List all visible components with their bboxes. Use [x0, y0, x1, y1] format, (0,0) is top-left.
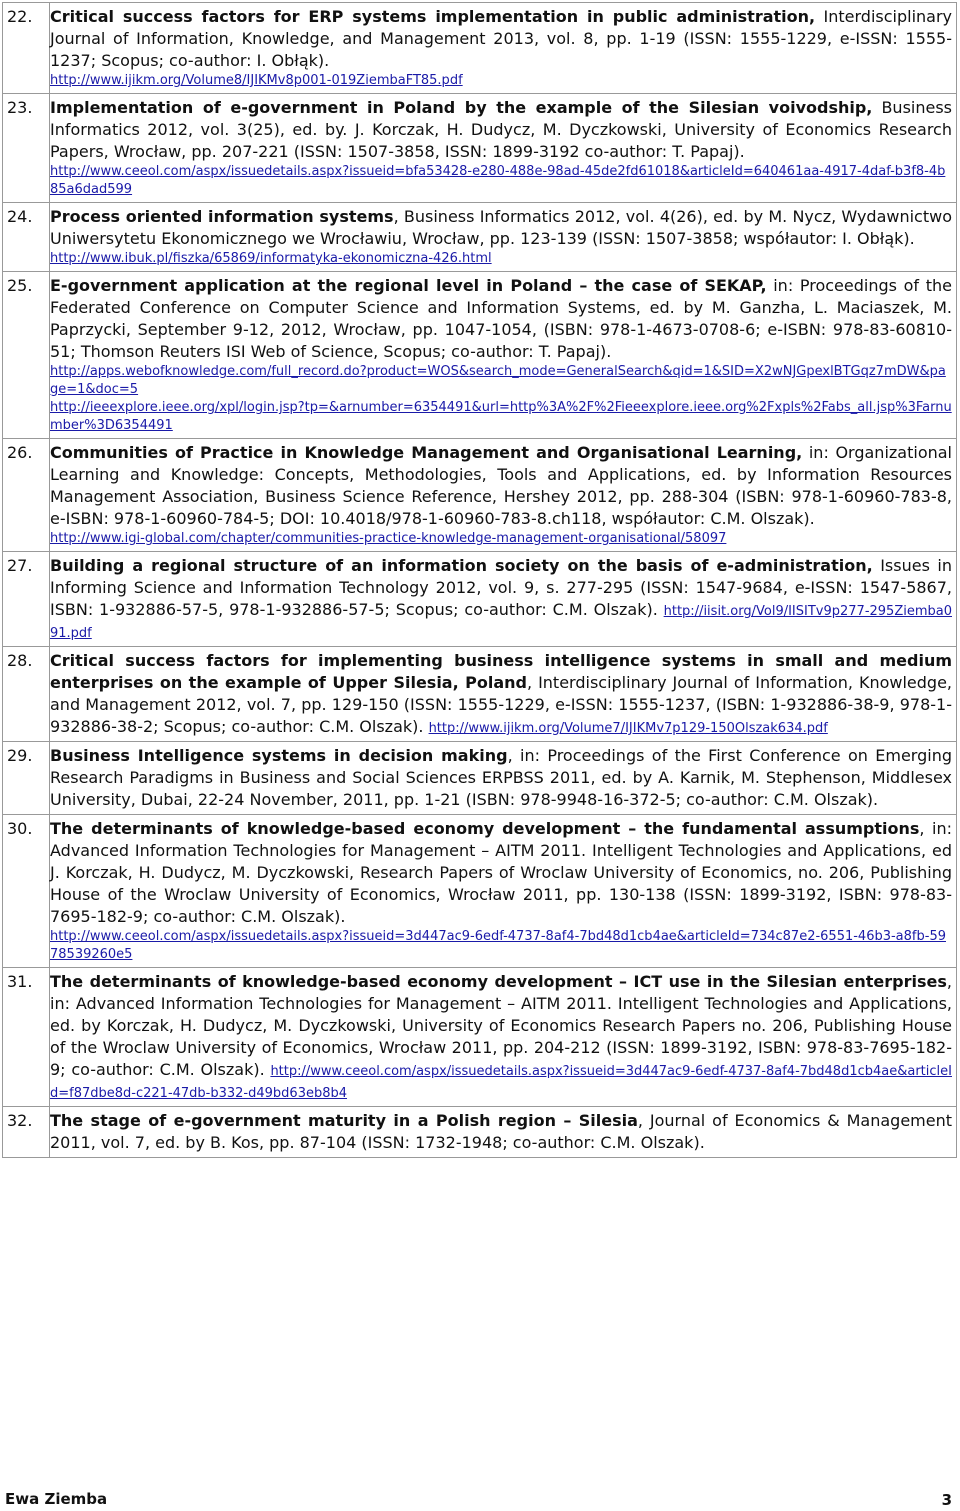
publication-title: Business Intelligence systems in decision making: [50, 746, 508, 765]
publication-text: [50, 552, 957, 647]
publication-number: 27.: [3, 552, 50, 647]
publication-text: [50, 815, 957, 968]
publication-text: [50, 968, 957, 1107]
publication-details: , Journal of Economics & Management 2011, vol. 7, ed. by B. Kos, pp. 87-104 (ISSN: 1732-1948; co-author: C.M. Olszak).: [50, 1111, 953, 1152]
publication-details: Business Informatics 2012, vol. 3(25), ed. by. J. Korczak, H. Dudycz, M. Dyczkowski, University of Economics Research Papers, Wrocław, pp. 207-221 (ISSN: 1507-3858, ISSN: 1899-3192 co-author: T. Papaj).: [50, 98, 953, 161]
publication-title: The stage of e-government maturity in a Polish region – Silesia: [50, 1111, 638, 1130]
publications-table: [2, 2, 957, 1158]
publication-link[interactable]: http://www.ijikm.org/Volume8/IJIKMv8p001-019ZiembaFT85.pdf: [50, 73, 463, 88]
publication-number: 29.: [3, 742, 50, 815]
publication-title: Implementation of e-government in Poland by the example of the Silesian voivodship,: [50, 98, 873, 117]
publication-row: [3, 94, 957, 203]
publication-number: 30.: [3, 815, 50, 968]
publication-details: , Business Informatics 2012, vol. 4(26), ed. by M. Nycz, Wydawnictwo Uniwersytetu Ekonomicznego we Wrocławiu, Wrocław, pp. 123-139 (ISSN: 1507-3858; współautor: I. Obłąk).: [50, 207, 953, 248]
publication-number: 25.: [3, 272, 50, 439]
publication-number: 22.: [3, 3, 50, 94]
publication-link[interactable]: http://iisit.org/Vol9/IISITv9p277-295Ziemba091.pdf: [50, 604, 952, 641]
publication-row: [3, 1107, 957, 1158]
publication-details: Interdisciplinary Journal of Information, Knowledge, and Management 2013, vol. 8, pp. 1-19 (ISSN: 1555-1229, e-ISSN: 1555-1237; Scopus; co-author: I. Obłąk).: [50, 7, 953, 70]
publications-list: [3, 3, 957, 1158]
publication-row: [3, 647, 957, 742]
publication-row: [3, 203, 957, 272]
publication-row: [3, 742, 957, 815]
publication-details: Issues in Informing Science and Information Technology 2012, vol. 9, s. 277-295 (ISSN: 1547-9684, e-ISSN: 1547-5867, ISBN: 1-932886-57-5, 978-1-932886-57-5; Scopus; co-author: C.M. Olszak).: [50, 556, 953, 619]
publication-row: [3, 968, 957, 1107]
publication-title: Critical success factors for implementing business intelligence systems in small and medium enterprises on the example of Upper Silesia, Poland: [50, 651, 952, 692]
publication-text: [50, 272, 957, 439]
publication-title: Critical success factors for ERP systems implementation in public administration,: [50, 7, 816, 26]
publication-row: [3, 439, 957, 552]
publication-link[interactable]: http://www.igi-global.com/chapter/communities-practice-knowledge-management-organisational/58097: [50, 531, 727, 546]
publication-title: The determinants of knowledge-based economy development – the fundamental assumptions: [50, 819, 920, 838]
publication-text: [50, 94, 957, 203]
publication-title: Building a regional structure of an information society on the basis of e-administration,: [50, 556, 873, 575]
publication-text: [50, 3, 957, 94]
publication-details: in: Proceedings of the Federated Conference on Computer Science and Information Systems, ed. by M. Ganzha, L. Maciaszek, M. Paprzycki, September 9-12, 2012, Wrocław, pp. 1047-1054, (ISBN: 978-1-4673-0708-6; e-ISBN: 978-83-60810-51; Thomson Reuters ISI Web of Science, Scopus; co-author: T. Papaj).: [50, 276, 952, 361]
publication-text: [50, 439, 957, 552]
publication-link[interactable]: http://apps.webofknowledge.com/full_record.do?product=WOS&search_mode=GeneralSearch&qid=1&SID=X2wNJGpexlBTGqz7mDW&page=1&doc=5: [50, 364, 946, 397]
page-number: 3: [941, 1491, 952, 1509]
publication-row: [3, 3, 957, 94]
publication-title: Communities of Practice in Knowledge Management and Organisational Learning,: [50, 443, 803, 462]
publication-text: [50, 742, 957, 815]
publication-details: , in: Advanced Information Technologies for Management – AITM 2011. Intelligent Technologies and Applications, ed J. Korczak, H. Dudycz, M. Dyczkowski, Research Papers of Wroclaw University of Economics, no. 206, Publishing House of the Wroclaw University of Economics, Wrocław 2011, pp. 130-138 (ISSN: 1899-3192, ISBN: 978-83-7695-182-9; co-author: C.M. Olszak).: [50, 819, 952, 926]
publication-link[interactable]: http://www.ceeol.com/aspx/issuedetails.aspx?issueid=bfa53428-e280-488e-98ad-45de2fd61018&articleId=640461aa-4917-4daf-b3f8-4b85a6dad599: [50, 164, 946, 197]
publication-link[interactable]: http://www.ceeol.com/aspx/issuedetails.aspx?issueid=3d447ac9-6edf-4737-8af4-7bd48d1cb4ae&articleId=734c87e2-6551-46b3-a8fb-5978539260e5: [50, 929, 946, 962]
publication-text: [50, 647, 957, 742]
publication-link[interactable]: http://www.ibuk.pl/fiszka/65869/informatyka-ekonomiczna-426.html: [50, 251, 492, 266]
publication-link[interactable]: http://ieeexplore.ieee.org/xpl/login.jsp?tp=&arnumber=6354491&url=http%3A%2F%2Fieeexplore.ieee.org%2Fxpls%2Fabs_all.jsp%3Farnumber%3D6354491: [50, 400, 952, 433]
publication-title: Process oriented information systems: [50, 207, 394, 226]
publication-text: [50, 1107, 957, 1158]
publication-row: [3, 272, 957, 439]
publication-details: in: Organizational Learning and Knowledge: Concepts, Methodologies, Tools and Applications, ed. by Information Resources Management Association, Business Science Reference, Hershey 2012, pp. 288-304 (ISBN: 978-1-60960-783-8, e-ISBN: 978-1-60960-784-5; DOI: 10.4018/978-1-60960-783-8.ch118, współautor: C.M. Olszak).: [50, 443, 952, 528]
publication-title: E-government application at the regional level in Poland – the case of SEKAP,: [50, 276, 767, 295]
publication-details: , in: Proceedings of the First Conference on Emerging Research Paradigms in Business and Social Sciences ERPBSS 2011, ed. by A. Karnik, M. Stephenson, Middlesex University, Dubai, 22-24 November, 2011, pp. 1-21 (ISBN: 978-9948-16-372-5; co-author: C.M. Olszak).: [50, 746, 953, 809]
publication-number: 26.: [3, 439, 50, 552]
publication-number: 28.: [3, 647, 50, 742]
publication-number: 31.: [3, 968, 50, 1107]
publication-number: 23.: [3, 94, 50, 203]
publication-link[interactable]: http://www.ijikm.org/Volume7/IJIKMv7p129-150Olszak634.pdf: [428, 721, 828, 736]
publication-row: [3, 552, 957, 647]
publication-title: The determinants of knowledge-based economy development – ICT use in the Silesian enterprises: [50, 972, 947, 991]
publication-details: , Interdisciplinary Journal of Information, Knowledge, and Management 2012, vol. 7, pp. 129-150 (ISSN: 1555-1229, e-ISSN: 1555-1237, (ISBN: 1-932886-38-9, 978-1-932886-38-2; Scopus; co-author: C.M. Olszak).: [50, 673, 952, 736]
publication-number: 24.: [3, 203, 50, 272]
publication-number: 32.: [3, 1107, 50, 1158]
publication-details: , in: Advanced Information Technologies for Management – AITM 2011. Intelligent Technologies and Applications, ed. by Korczak, H. Dudycz, M. Dyczkowski, University of Economics Research Papers no. 206, Publishing House of the Wroclaw University of Economics, Wrocław 2011, pp. 204-212 (ISSN: 1899-3192, ISBN: 978-83-7695-182-9; co-author: C.M. Olszak).: [50, 972, 952, 1079]
publication-link[interactable]: http://www.ceeol.com/aspx/issuedetails.aspx?issueid=3d447ac9-6edf-4737-8af4-7bd48d1cb4ae&articleId=f87dbe8d-c221-47db-b332-d49bd63eb8b4: [50, 1064, 952, 1101]
publication-row: [3, 815, 957, 968]
publication-text: [50, 203, 957, 272]
footer-author: Ewa Ziemba: [5, 1490, 108, 1508]
